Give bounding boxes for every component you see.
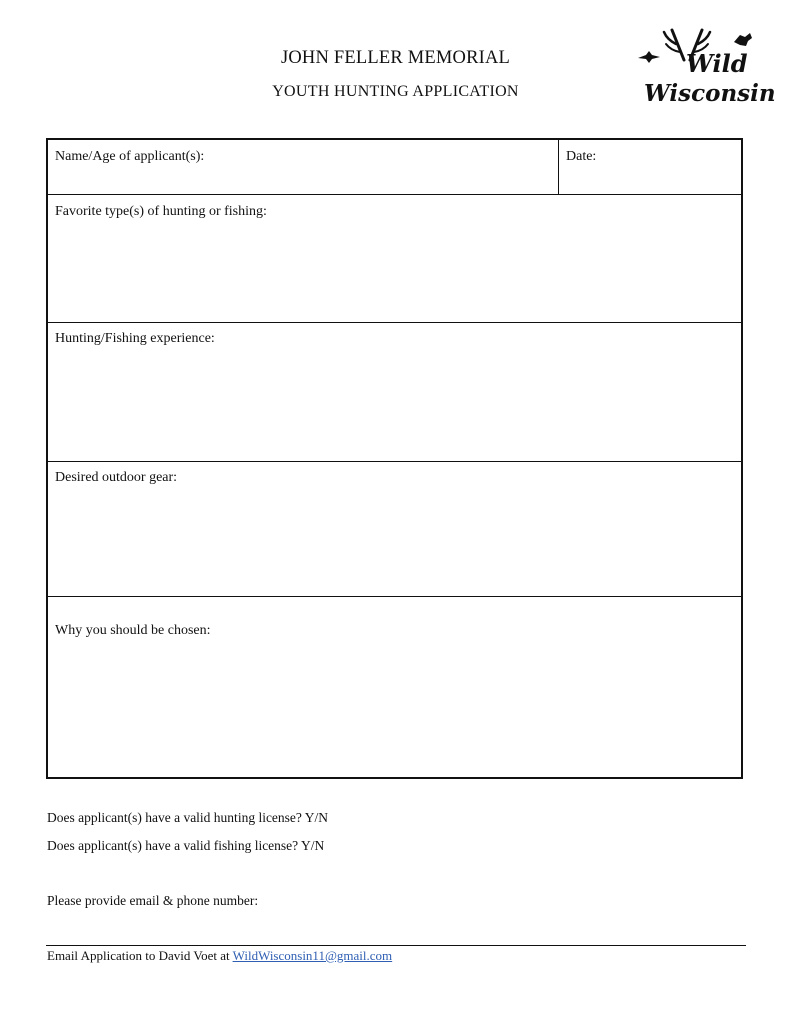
why-chosen-label: Why you should be chosen: <box>55 623 211 638</box>
row-divider <box>48 322 741 323</box>
gear-label: Desired outdoor gear: <box>55 470 178 485</box>
fishing-license-question: Does applicant(s) have a valid fishing license? Y/N <box>47 838 325 853</box>
row-divider <box>48 194 741 195</box>
row-divider <box>48 461 741 462</box>
application-form-table <box>46 138 743 779</box>
svg-text:Wisconsin: Wisconsin <box>644 80 776 107</box>
footer-divider <box>46 945 746 946</box>
row-divider <box>48 596 741 597</box>
svg-text:Wild: Wild <box>686 49 748 78</box>
hunting-license-question: Does applicant(s) have a valid hunting license? Y/N <box>47 810 329 825</box>
document-subtitle: YOUTH HUNTING APPLICATION <box>272 83 519 100</box>
email-link[interactable]: WildWisconsin11@gmail.com <box>232 948 393 963</box>
footer-instruction <box>47 948 392 964</box>
footer-text: Email Application to David Voet at <box>47 948 233 963</box>
document-title: JOHN FELLER MEMORIAL <box>280 48 511 68</box>
experience-label: Hunting/Fishing experience: <box>55 331 215 346</box>
favorite-types-label: Favorite type(s) of hunting or fishing: <box>55 204 267 219</box>
name-age-label: Name/Age of applicant(s): <box>55 149 205 164</box>
date-label: Date: <box>566 149 597 164</box>
contact-info-prompt: Please provide email & phone number: <box>47 893 259 908</box>
date-column-divider <box>558 140 559 194</box>
wild-wisconsin-logo <box>636 24 776 108</box>
